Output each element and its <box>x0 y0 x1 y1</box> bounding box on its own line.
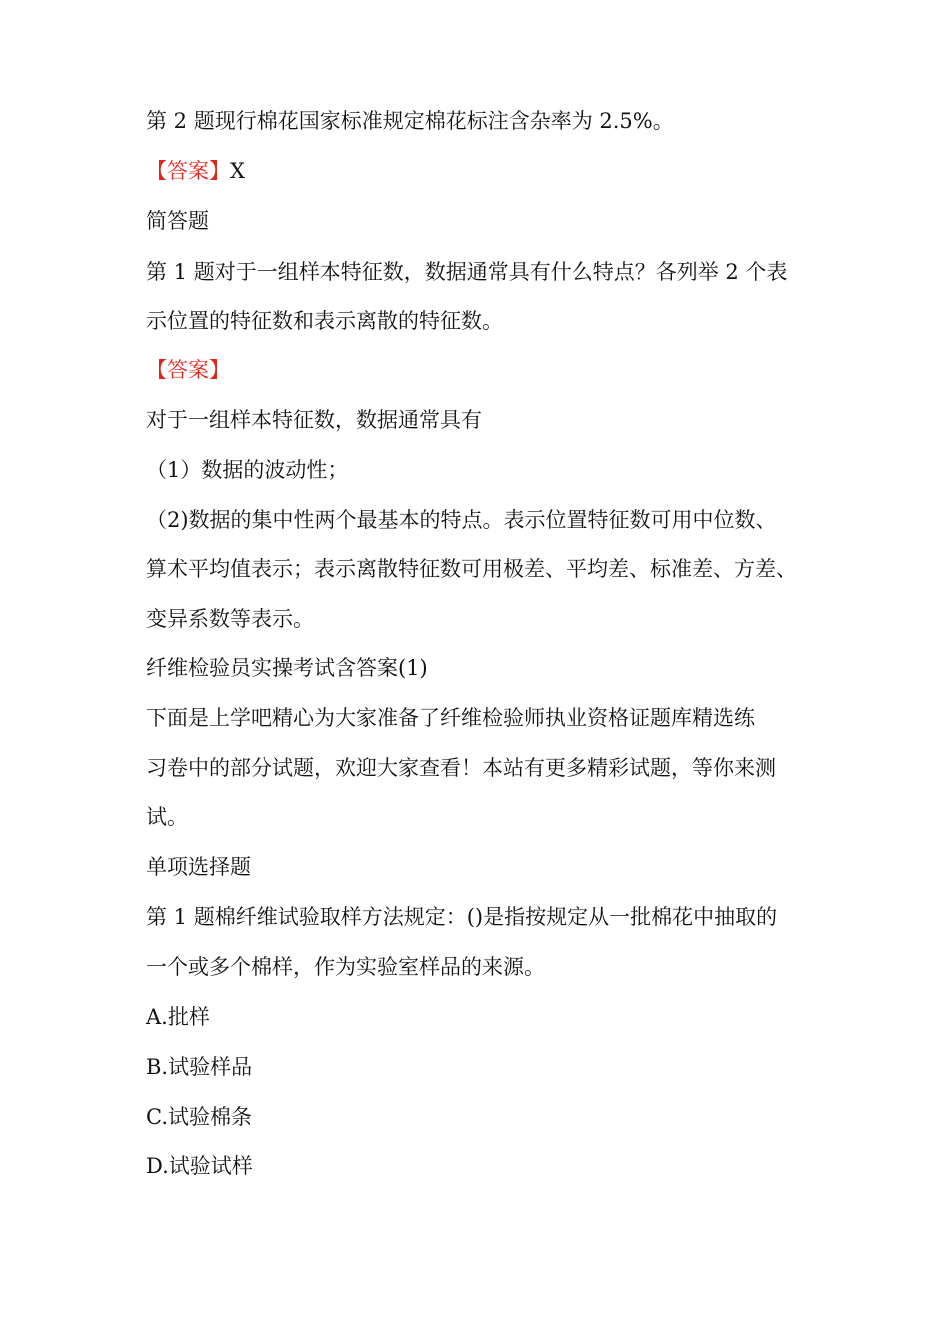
section-heading-single-choice: 单项选择题 <box>146 855 251 879</box>
option-c: C.试验棉条 <box>146 1105 252 1129</box>
choice-question-1-line-2: 一个或多个棉样，作为实验室样品的来源。 <box>146 955 545 979</box>
question-2-true-false: 第 2 题现行棉花国家标准规定棉花标注含杂率为 2.5%。 <box>146 109 674 133</box>
answer-text-line-2: （1）数据的波动性； <box>146 458 349 482</box>
option-a: A.批样 <box>146 1005 210 1029</box>
intro-line-1: 下面是上学吧精心为大家准备了纤维检验师执业资格证题库精选练 <box>146 706 755 730</box>
answer-label: 【答案】 <box>146 159 230 183</box>
short-question-1-line-2: 示位置的特征数和表示离散的特征数。 <box>146 309 503 333</box>
answer-text-line-1: 对于一组样本特征数，数据通常具有 <box>146 408 482 432</box>
section-heading-short-answer: 简答题 <box>146 209 209 233</box>
intro-line-3: 试。 <box>146 805 188 829</box>
short-question-1-answer-label: 【答案】 <box>146 358 230 382</box>
short-question-1-line-1: 第 1 题对于一组样本特征数，数据通常具有什么特点？各列举 2 个表 <box>146 260 788 284</box>
answer-text-line-4: 算术平均值表示；表示离散特征数可用极差、平均差、标准差、方差、 <box>146 557 797 581</box>
intro-line-2: 习卷中的部分试题，欢迎大家查看！本站有更多精彩试题，等你来测 <box>146 756 776 780</box>
choice-question-1-line-1: 第 1 题棉纤维试验取样方法规定：()是指按规定从一批棉花中抽取的 <box>146 905 778 929</box>
answer-text-line-3: （2)数据的集中性两个最基本的特点。表示位置特征数可用中位数、 <box>146 508 777 532</box>
option-b: B.试验样品 <box>146 1055 253 1079</box>
option-d: D.试验试样 <box>146 1154 253 1178</box>
document-title: 纤维检验员实操考试含答案(1) <box>146 656 428 680</box>
question-2-answer <box>146 158 245 184</box>
answer-text-line-5: 变异系数等表示。 <box>146 607 314 631</box>
answer-value: X <box>230 159 245 183</box>
